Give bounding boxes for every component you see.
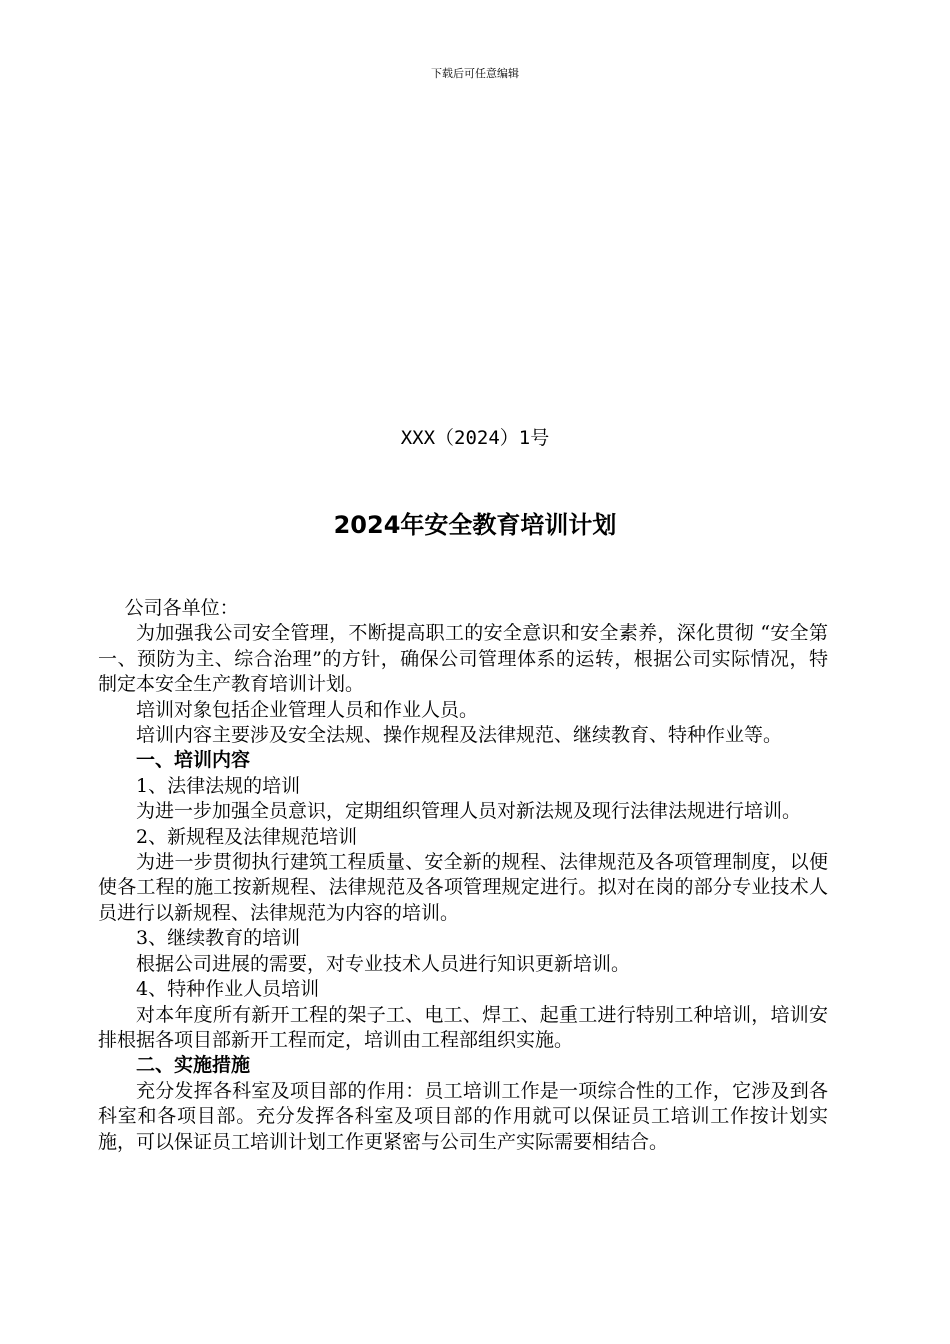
paragraph-regulations: 为进一步贯彻执行建筑工程质量、安全新的规程、法律规范及各项管理制度，以便使各工程的施工按新规程、法律规范及各项管理规定进行。拟对在岗的部分专业技术人员进行以新规程、法律规范为内容的培训。 [98,851,828,924]
paragraph-laws: 为进一步加强全员意识，定期组织管理人员对新法规及现行法律法规进行培训。 [136,800,802,823]
document-body [98,596,828,1155]
paragraph-training-target: 培训对象包括企业管理人员和作业人员。 [136,698,479,721]
subsection-heading-laws: 1、法律法规的培训 [136,774,301,797]
subsection-heading-regulations: 2、新规程及法律规范培训 [136,825,358,848]
paragraph-special-operations: 对本年度所有新开工程的架子工、电工、焊工、起重工进行特别工种培训，培训安排根据各项目部新开工程而定，培训由工程部组织实施。 [98,1003,828,1051]
paragraph-intro: 为加强我公司安全管理，不断提高职工的安全意识和安全素养，深化贯彻 “安全第一、预防为主、综合治理”的方针，确保公司管理体系的运转，根据公司实际情况，特制定本安全生产教育培训计划。 [98,622,828,696]
paragraph-continuing-education: 根据公司进展的需要，对专业技术人员进行知识更新培训。 [136,952,631,975]
section-heading-content: 一、培训内容 [136,749,251,772]
paragraph-measures: 充分发挥各科室及项目部的作用：员工培训工作是一项综合性的工作，它涉及到各科室和各项目部。充分发挥各科室及项目部的作用就可以保证员工培训工作按计划实施，可以保证员工培训计划工作更紧密与公司生产实际需要相结合。 [98,1079,828,1153]
section-heading-measures: 二、实施措施 [136,1054,251,1077]
document-title: 2024年安全教育培训计划 [333,511,617,539]
subsection-heading-continuing-education: 3、继续教育的培训 [136,927,301,950]
paragraph-training-scope: 培训内容主要涉及安全法规、操作规程及法律规范、继续教育、特种作业等。 [136,724,783,747]
salutation: 公司各单位： [124,597,239,619]
header-note: 下载后可任意编辑 [431,67,519,80]
subsection-heading-special-operations: 4、特种作业人员培训 [136,978,320,1001]
document-number: XXX（2024）1号 [400,427,550,449]
